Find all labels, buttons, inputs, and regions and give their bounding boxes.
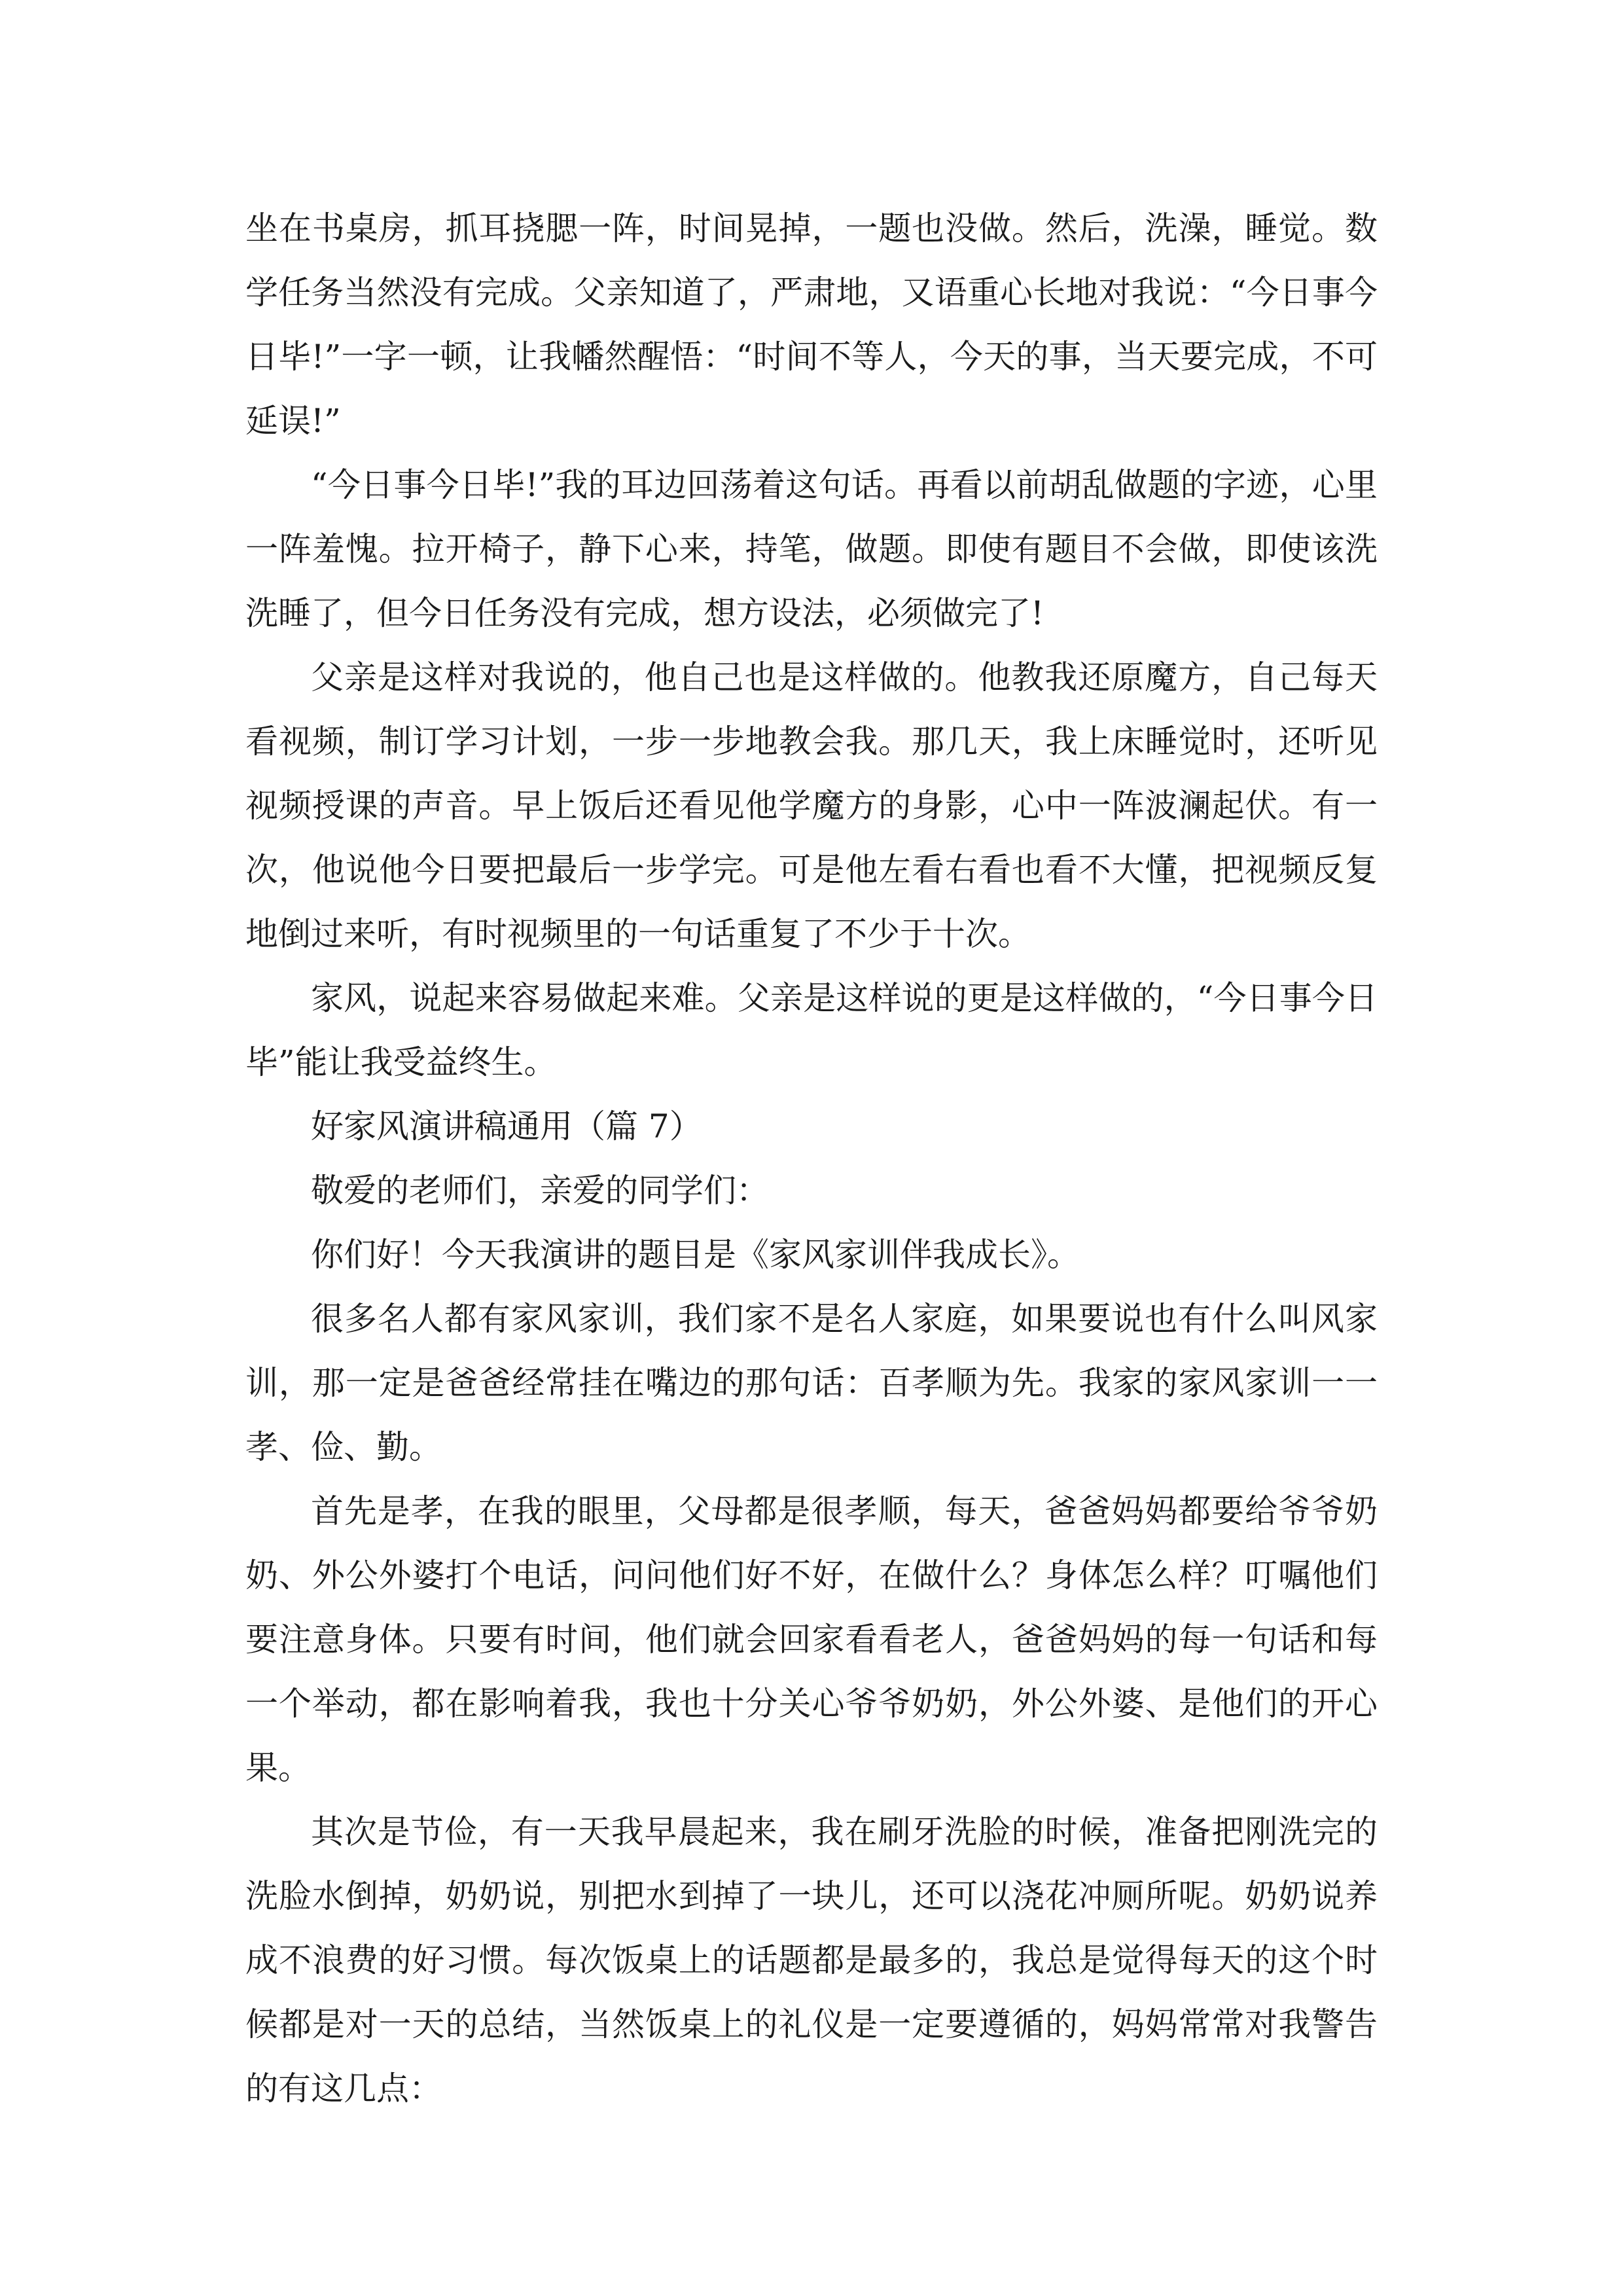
section-heading: 好家风演讲稿通用（篇 7） — [311, 1107, 702, 1145]
document-body — [245, 196, 1378, 2121]
paragraph-4: 家风，说起来容易做起来难。父亲是这样说的更是这样做的，“今日事今日毕”能让我受益终生。 — [245, 979, 1378, 1081]
greeting: 你们好！今天我演讲的题目是《家风家训伴我成长》。 — [311, 1236, 1080, 1274]
paragraph-2: “今日事今日毕!”我的耳边回荡着这句话。再看以前胡乱做题的字迹，心里一阵羞愧。拉开椅子，静下心来，持笔，做题。即使有题目不会做，即使该洗洗睡了，但今日任务没有完成，想方设法，必须做完了! — [245, 466, 1378, 632]
paragraph-1: 坐在书桌房，抓耳挠腮一阵，时间晃掉，一题也没做。然后，洗澡，睡觉。数学任务当然没有完成。父亲知道了，严肃地，又语重心长地对我说：“今日事今日毕!”一字一顿，让我幡然醒悟：“时间不等人，今天的事，当天要完成，不可延误!” — [245, 209, 1378, 440]
paragraph-9: 首先是孝，在我的眼里，父母都是很孝顺，每天，爸爸妈妈都要给爷爷奶奶、外公外婆打个电话，问问他们好不好，在做什么？身体怎么样？叮嘱他们要注意身体。只要有时间，他们就会回家看看老人，爸爸妈妈的每一句话和每一个举动，都在影响着我，我也十分关心爷爷奶奶，外公外婆、是他们的开心果。 — [245, 1492, 1378, 1787]
paragraph-3: 父亲是这样对我说的，他自己也是这样做的。他教我还原魔方，自己每天看视频，制订学习计划，一步一步地教会我。那几天，我上床睡觉时，还听见视频授课的声音。早上饭后还看见他学魔方的身影，心中一阵波澜起伏。有一次，他说他今日要把最后一步学完。可是他左看右看也看不大懂，把视频反复地倒过来听，有时视频里的一句话重复了不少于十次。 — [245, 658, 1378, 953]
paragraph-10: 其次是节俭，有一天我早晨起来，我在刷牙洗脸的时候，准备把刚洗完的洗脸水倒掉，奶奶说，别把水到掉了一块儿，还可以浇花冲厕所呢。奶奶说养成不浪费的好习惯。每次饭桌上的话题都是最多的，我总是觉得每天的这个时候都是对一天的总结，当然饭桌上的礼仪是一定要遵循的，妈妈常常对我警告的有这几点： — [245, 1813, 1378, 2108]
salutation: 敬爱的老师们，亲爱的同学们： — [311, 1172, 769, 1210]
paragraph-8: 很多名人都有家风家训，我们家不是名人家庭，如果要说也有什么叫风家训，那一定是爸爸经常挂在嘴边的那句话：百孝顺为先。我家的家风家训一一孝、俭、勤。 — [245, 1300, 1378, 1466]
